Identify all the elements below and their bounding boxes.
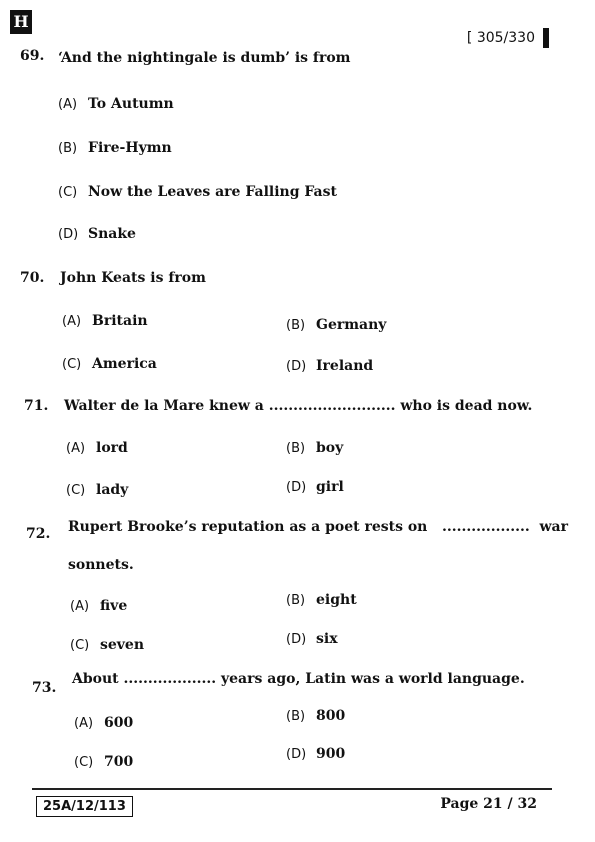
question-text: John Keats is from xyxy=(60,270,206,286)
answer-blank: .................. xyxy=(442,519,530,535)
option-b[interactable]: (B) 800 xyxy=(286,708,346,724)
question-text: Rupert Brooke’s reputation as a poet rests on .................. war xyxy=(68,519,568,535)
question-number: 71. xyxy=(24,398,49,414)
question-text: ‘And the nightingale is dumb’ is from xyxy=(58,50,351,66)
option-d[interactable]: (D) 900 xyxy=(286,746,346,762)
question-number: 73. xyxy=(32,680,57,696)
answer-blank: .......................... xyxy=(268,398,396,414)
option-b[interactable]: (B) boy xyxy=(286,440,344,456)
page-number: Page 21 / 32 xyxy=(440,796,537,812)
footer-rule xyxy=(32,788,552,790)
option-c[interactable]: (C) 700 xyxy=(74,754,134,770)
option-c[interactable]: (C) seven xyxy=(70,637,145,653)
option-b[interactable]: (B) Fire-Hymn xyxy=(58,140,172,156)
option-d[interactable]: (D) Ireland xyxy=(286,358,374,374)
option-a[interactable]: (A) 600 xyxy=(74,715,134,731)
question-number: 72. xyxy=(26,526,51,542)
question-text: Walter de la Mare knew a .......................... who is dead now. xyxy=(64,398,533,414)
option-d[interactable]: (D) girl xyxy=(286,479,344,495)
option-b[interactable]: (B) eight xyxy=(286,592,357,608)
option-d[interactable]: (D) six xyxy=(286,631,338,647)
option-c[interactable]: (C) lady xyxy=(66,482,129,498)
paper-code: [ 305/330 xyxy=(466,30,535,46)
option-b[interactable]: (B) Germany xyxy=(286,317,387,333)
option-a[interactable]: (A) To Autumn xyxy=(58,96,174,112)
question-text: About ................... years ago, Latin was a world language. xyxy=(72,671,525,687)
booklet-code: 25A/12/113 xyxy=(36,796,133,817)
option-c[interactable]: (C) America xyxy=(62,356,157,372)
option-a[interactable]: (A) five xyxy=(70,598,128,614)
option-a[interactable]: (A) lord xyxy=(66,440,128,456)
logo: H xyxy=(10,10,32,34)
header-mark xyxy=(543,28,549,48)
question-number: 70. xyxy=(20,270,45,286)
question-text-continued: sonnets. xyxy=(68,557,134,573)
option-a[interactable]: (A) Britain xyxy=(62,313,148,329)
option-d[interactable]: (D) Snake xyxy=(58,226,136,242)
answer-blank: ................... xyxy=(123,671,217,687)
question-number: 69. xyxy=(20,48,45,64)
option-c[interactable]: (C) Now the Leaves are Falling Fast xyxy=(58,184,337,200)
